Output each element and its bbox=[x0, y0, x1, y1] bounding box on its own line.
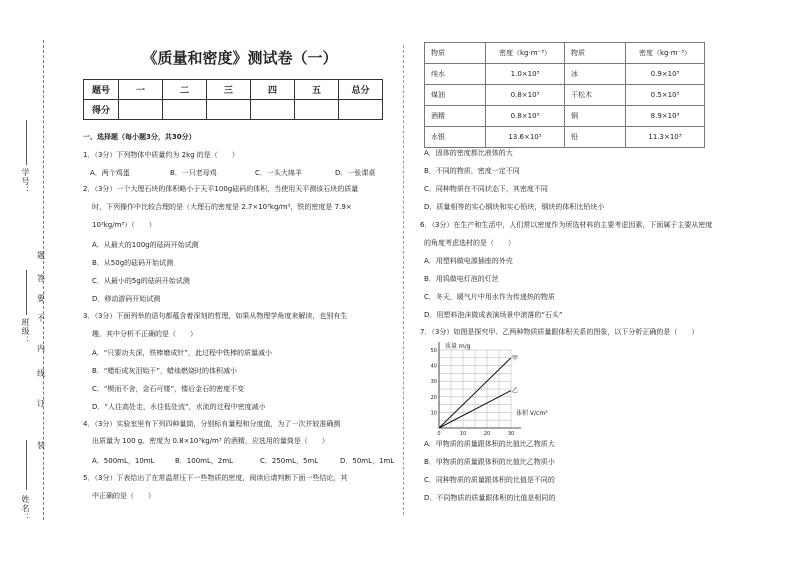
density-cell: 水银 bbox=[425, 127, 486, 148]
score-row-label: 得分 bbox=[84, 100, 119, 120]
density-cell: 13.6×10³ bbox=[486, 127, 565, 148]
table-row bbox=[425, 106, 705, 127]
mass-volume-chart bbox=[425, 340, 575, 435]
question-5-option: A．固体的密度都比液体的大 bbox=[424, 149, 513, 157]
seal-word: 答 bbox=[37, 274, 45, 283]
density-cell: 1.0×10³ bbox=[486, 64, 565, 85]
y-tick-label: 10 bbox=[430, 410, 437, 417]
x-tick-label: 0 bbox=[437, 431, 441, 437]
density-header-cell: 密度（kg·m⁻³） bbox=[626, 43, 705, 64]
y-tick-label: 30 bbox=[430, 379, 437, 386]
score-cell[interactable] bbox=[163, 100, 207, 120]
question-7-option: D．不同物质的质量跟体积的比值是相同的 bbox=[424, 494, 556, 502]
question-1-option: B．一只老母鸡 bbox=[170, 169, 217, 177]
question-6-option: C．冬天，暖气片中用水作为传递热的物质 bbox=[424, 293, 555, 301]
question-3-option: B．“蜡炬成灰泪始干”，蜡烛燃烧时的体积减小 bbox=[92, 367, 238, 375]
series-label: 乙 bbox=[512, 387, 519, 395]
density-cell: 0.5×10³ bbox=[626, 85, 705, 106]
density-cell: 纯水 bbox=[425, 64, 486, 85]
density-cell: 冰 bbox=[565, 64, 626, 85]
column-divider bbox=[403, 45, 404, 515]
question-6-stem-line: 的角度考虑选材的是（ ） bbox=[424, 239, 515, 247]
score-cell[interactable] bbox=[119, 100, 163, 120]
question-4-stem-line: 4．（3分）实验室里有下列四种量筒，分别标有量程和分度值，为了一次并较准确测 bbox=[83, 420, 341, 428]
x-axis-label: 体积 V/cm³ bbox=[516, 410, 548, 417]
y-tick-label: 50 bbox=[430, 348, 437, 354]
score-cell[interactable] bbox=[251, 100, 295, 120]
seal-word: 题 bbox=[37, 251, 45, 260]
table-row bbox=[425, 85, 705, 106]
question-4-stem-line: 出质量为 100 g、密度为 0.8×10³kg/m³ 的酒精，应选用的量筒是（ ） bbox=[92, 437, 329, 445]
score-cell[interactable] bbox=[207, 100, 251, 120]
question-2-option: C．从最小的5g的砝码开始试测 bbox=[92, 277, 190, 285]
question-3-option: A．“只要功夫深，铁棒磨成针”，此过程中铁棒的质量减小 bbox=[92, 349, 273, 357]
density-cell: 铜 bbox=[565, 106, 626, 127]
question-7-option: C．同种物质的质量跟体积的比值是不同的 bbox=[424, 476, 555, 484]
score-cell[interactable] bbox=[295, 100, 339, 120]
student-number-line bbox=[26, 120, 27, 165]
density-header-row bbox=[425, 43, 705, 64]
class-label: 班级： bbox=[21, 318, 30, 345]
question-6-option: A．用塑料做电源插座的外壳 bbox=[424, 257, 513, 265]
question-3-stem-line: 3．（3分）下面列举的语句都蕴含着深刻的哲理，如果从物理学角度来解读，也别有生 bbox=[83, 312, 348, 320]
seal-word: 装 bbox=[37, 441, 45, 450]
section-heading: 一、选择题（每小题3分，共30分） bbox=[83, 133, 196, 141]
x-tick-label: 30 bbox=[507, 431, 515, 437]
score-header-cell: 四 bbox=[251, 80, 295, 100]
score-header-cell: 一 bbox=[119, 80, 163, 100]
density-cell: 干松木 bbox=[565, 85, 626, 106]
question-2-stem-line: 时，下列操作中比较合理的是（大理石的密度是 2.7×10³kg/m³，铁的密度是 7.9× bbox=[92, 203, 352, 211]
question-2-option: D．移动游码开始试测 bbox=[92, 295, 161, 303]
question-4-option: A．500mL，10mL bbox=[92, 457, 155, 465]
question-5-option: D．质量相等的实心铜块和实心铅块，铜块的体积比铅块小 bbox=[424, 203, 605, 211]
y-tick-label: 40 bbox=[430, 363, 437, 370]
x-tick-label: 20 bbox=[483, 431, 491, 437]
density-cell: 煤油 bbox=[425, 85, 486, 106]
score-value-row bbox=[84, 100, 383, 120]
y-tick-label: 20 bbox=[430, 394, 437, 401]
question-5-stem-line: 中正确的是（ ） bbox=[92, 492, 155, 500]
density-table bbox=[424, 42, 705, 148]
table-row bbox=[425, 64, 705, 85]
question-2-option: A．从最大的100g的砝码开始试测 bbox=[92, 241, 199, 249]
question-3-stem-line: 趣，其中分析不正确的是（ ） bbox=[92, 330, 197, 338]
class-line bbox=[26, 270, 27, 315]
question-1-stem: 1．（3分）下列物体中质量约为 2kg 的是（ ） bbox=[83, 151, 239, 159]
question-4-option: B．100mL，2mL bbox=[175, 457, 234, 465]
question-7-option: B．甲物质的质量跟体积的比值比乙物质小 bbox=[424, 458, 555, 466]
score-header-cell: 三 bbox=[207, 80, 251, 100]
question-1-option: C．一头大绵羊 bbox=[255, 169, 302, 177]
density-header-cell: 密度（kg·m⁻³） bbox=[486, 43, 565, 64]
name-line bbox=[26, 440, 27, 490]
question-7-option: A．甲物质的质量跟体积的比值比乙物质大 bbox=[424, 440, 555, 448]
question-2-stem-line: 10³kg/m³）（ ） bbox=[92, 221, 156, 229]
x-tick-label: 10 bbox=[459, 431, 467, 437]
score-header-cell: 总分 bbox=[339, 80, 383, 100]
question-6-option: B．用钨做电灯泡的灯丝 bbox=[424, 275, 499, 283]
seal-word: 不 bbox=[37, 314, 45, 323]
question-5-option: C．同种物质在不同状态下，其密度不同 bbox=[424, 185, 548, 193]
question-5-stem-line: 5．（3分）下表给出了在常温常压下一些物质的密度，阅读后请判断下面一些结论，其 bbox=[83, 474, 348, 482]
question-4-option: C．250mL，5mL bbox=[260, 457, 319, 465]
question-2-stem-line: 2．（3分）一个大理石块的体积略小于天平100g砝码的体积，当使用天平测该石块的质量 bbox=[83, 185, 359, 193]
question-3-option: C．“锲而不舍，金石可镂”，镂后金石的密度不变 bbox=[92, 385, 245, 393]
density-header-cell: 物质 bbox=[425, 43, 486, 64]
seal-word: 要 bbox=[37, 294, 45, 303]
density-cell: 0.8×10³ bbox=[486, 106, 565, 127]
y-axis-label: 质量 m/g bbox=[445, 343, 471, 350]
question-1-option: A．两个鸡蛋 bbox=[90, 169, 130, 177]
score-header-cell: 二 bbox=[163, 80, 207, 100]
seal-word: 内 bbox=[37, 344, 45, 353]
score-header-cell: 五 bbox=[295, 80, 339, 100]
name-label: 姓名： bbox=[21, 495, 30, 522]
score-table bbox=[83, 79, 383, 120]
question-6-option: D．用塑料泡沫做成表演场景中滚落的“石头” bbox=[424, 311, 563, 319]
seal-word: 线 bbox=[37, 369, 45, 378]
density-cell: 11.3×10³ bbox=[626, 127, 705, 148]
page-title: 《质量和密度》测试卷（一） bbox=[142, 49, 338, 67]
question-3-option: D．“人往高处走，水往低处流”，水流的过程中密度减小 bbox=[92, 403, 266, 411]
density-cell: 酒精 bbox=[425, 106, 486, 127]
seal-word: 订 bbox=[37, 399, 45, 408]
question-6-stem-line: 6．（3分）在生产和生活中，人们常以密度作为所选材料的主要考虑因素，下面属于主要从密度 bbox=[420, 221, 713, 229]
score-cell[interactable] bbox=[339, 100, 383, 120]
question-2-option: B．从50g的砝码开始试测 bbox=[92, 259, 174, 267]
question-7-stem: 7．（3分）如图是探究甲、乙两种物质质量跟体积关系的图象，以下分析正确的是（ ） bbox=[420, 328, 699, 336]
score-header-row bbox=[84, 80, 383, 100]
density-cell: 0.9×10³ bbox=[626, 64, 705, 85]
density-cell: 铅 bbox=[565, 127, 626, 148]
score-header-cell: 题号 bbox=[84, 80, 119, 100]
table-row bbox=[425, 127, 705, 148]
density-header-cell: 物质 bbox=[565, 43, 626, 64]
student-number-label: 学号： bbox=[21, 168, 30, 195]
series-label: 甲 bbox=[512, 354, 519, 362]
question-5-option: B．不同的物质，密度一定不同 bbox=[424, 167, 520, 175]
density-cell: 8.9×10³ bbox=[626, 106, 705, 127]
density-cell: 0.8×10³ bbox=[486, 85, 565, 106]
question-1-option: D．一张课桌 bbox=[335, 169, 376, 177]
question-4-option: D．50mL，1mL bbox=[340, 457, 395, 465]
